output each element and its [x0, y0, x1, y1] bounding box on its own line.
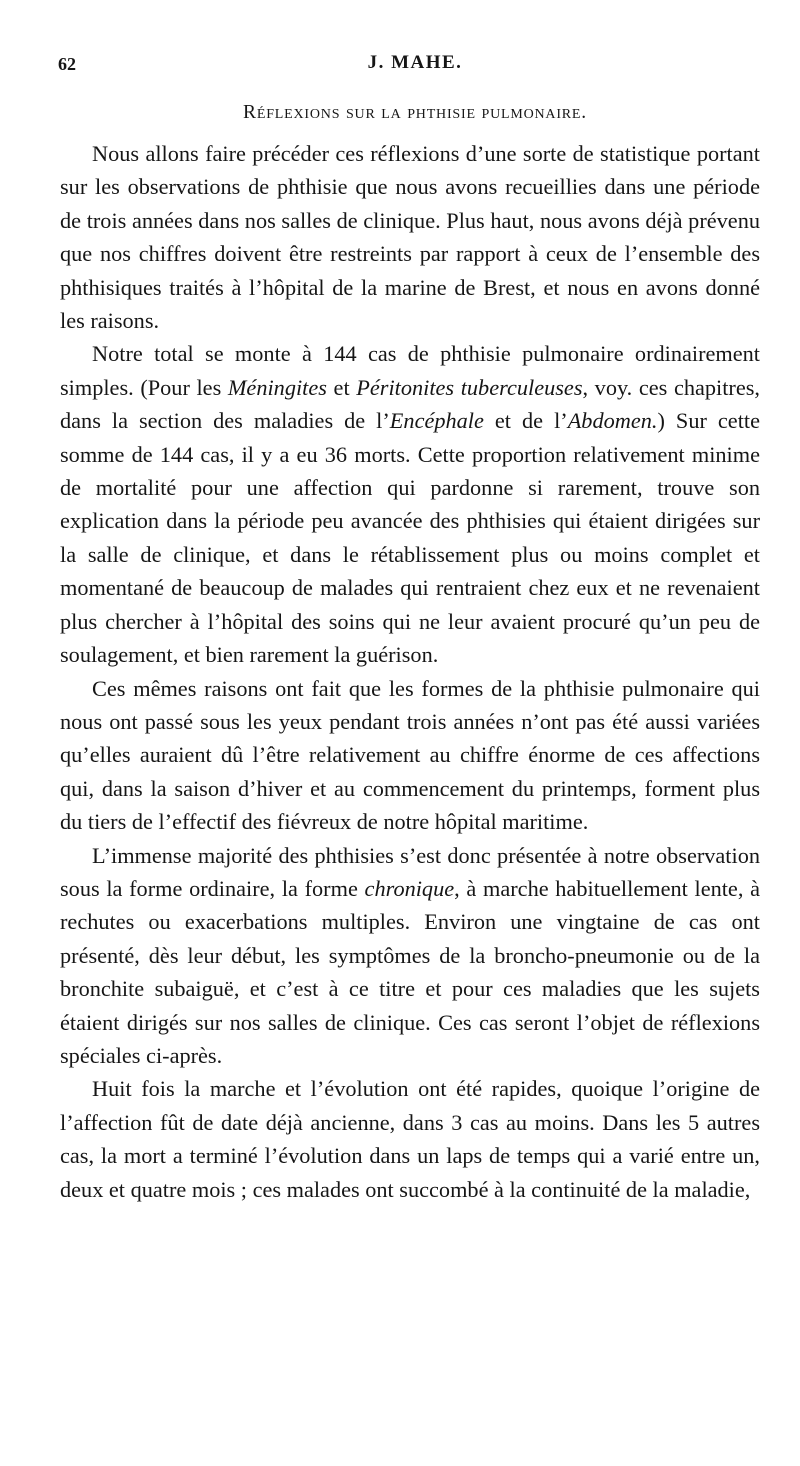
paragraph-2: [60, 337, 760, 671]
paragraph-3: Ces mêmes raisons ont fait que les formes de la phthisie pulmonaire qui nous ont passé sous les yeux pendant trois années n’ont pas été aussi variées qu’elles auraient dû l’être relativement au chiffre énorme de ces affections qui, dans la saison d’hiver et au commencement du printemps, forment plus du tiers de l’effectif des fiévreux de notre hôpital maritime.: [60, 675, 760, 835]
term-meningites: Méningites: [227, 374, 327, 400]
term-peritonites: Péritonites tuberculeuses: [356, 374, 583, 400]
term-encephale: Encéphale: [389, 408, 484, 434]
section-title: Réflexions sur la phthisie pulmonaire.: [243, 102, 587, 123]
running-title: J. MAHE.: [367, 52, 463, 73]
term-abdomen: Abdomen.: [567, 408, 658, 434]
paragraph-4: [60, 839, 760, 1073]
paragraph-2-text-2: et: [326, 374, 357, 400]
paragraph-4-text-2: , à marche habituellement lente, à rechutes ou exacerbations multiples. Environ une vingtaine de cas ont présenté, dès leur début, les symptômes de la broncho-pneumonie ou de la bronchite subaiguë, et c’est à ce titre et pour ces maladies que les sujets étaient dirigés sur nos salles de clinique. Ces cas seront l’objet de réflexions spéciales ci-après.: [60, 875, 760, 1068]
page-number: 62: [58, 54, 76, 74]
paragraph-5: Huit fois la marche et l’évolution ont été rapides, quoique l’origine de l’affection fût de date déjà ancienne, dans 3 cas au moins. Dans les 5 autres cas, la mort a terminé l’évolution dans un laps de temps qui a varié entre un, deux et quatre mois ; ces malades ont succombé à la continuité de la maladie,: [60, 1076, 760, 1202]
paragraph-2-text-3: , voy. ces chapitres, dans la section des maladies de l’: [60, 374, 760, 434]
paragraph-2-text-4: et de l’: [483, 408, 568, 434]
paragraph-4-text-1: L’immense majorité des phthisies s’est donc présentée à notre observation sous la forme ordinaire, la forme: [60, 842, 760, 901]
paragraph-2-text-1: Notre total se monte à 144 cas de phthisie pulmonaire ordinairement simples. (Pour les: [60, 341, 760, 400]
paragraph-1: Nous allons faire précéder ces réflexions d’une sorte de statistique portant sur les observations de phthisie que nous avons recueillies dans une période de trois années dans nos salles de clinique. Plus haut, nous avons déjà prévenu que nos chiffres doivent être restreints par rapport à ceux de l’ensemble des phthisiques traités à l’hôpital de la marine de Brest, et nous en avons donné les raisons.: [60, 141, 760, 334]
term-chronique: chronique: [364, 875, 455, 901]
running-head: [58, 48, 772, 78]
paragraph-2-text-5: ) Sur cette somme de 144 cas, il y a eu 36 morts. Cette proportion relativement minime de mortalité pour une affection qui pardonne si rarement, trouve son explication dans la période peu avancée des phthisies qui étaient dirigées sur la salle de clinique, et dans le rétablissement plus ou moins complet et momentané de beaucoup de malades qui rentraient chez eux et ne revenaient plus chercher à l’hôpital des soins qui ne leur avaient procuré qu’un peu de soulagement, et bien rarement la guérison.: [60, 408, 760, 668]
body-text: [60, 137, 760, 1206]
